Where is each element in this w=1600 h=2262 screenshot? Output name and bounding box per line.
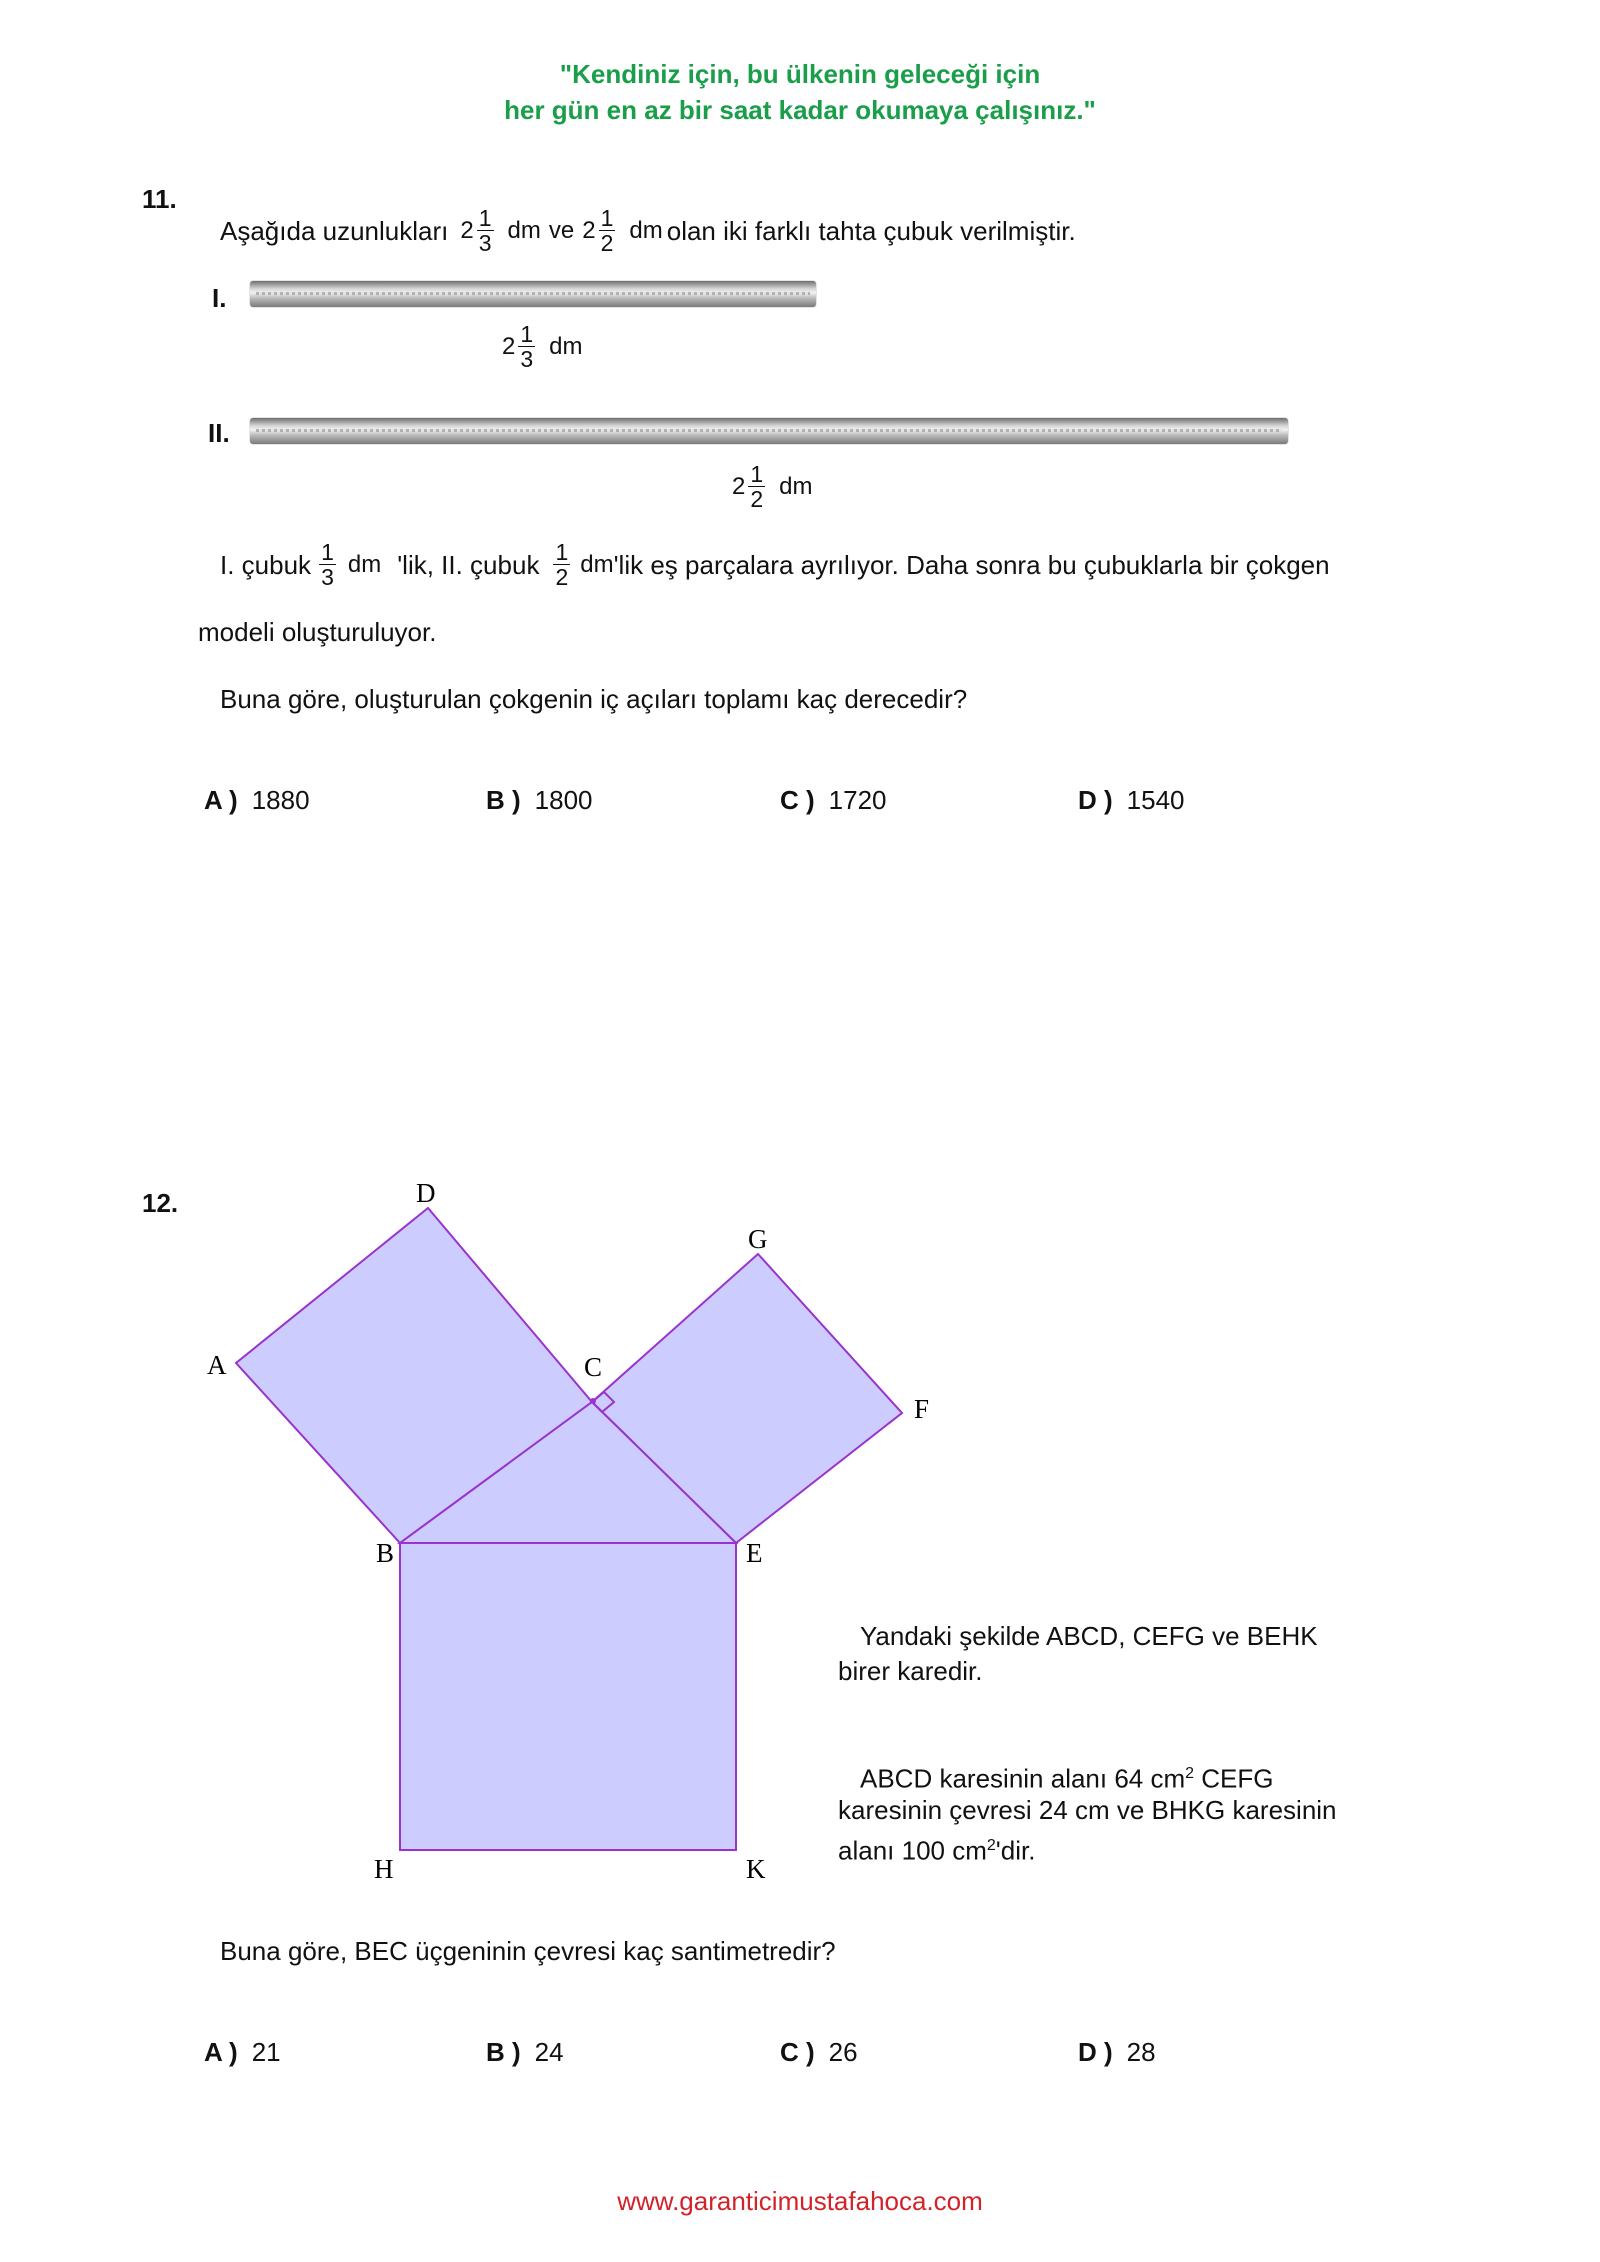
- unit-dm: dm: [779, 472, 813, 500]
- unit-dm: dm: [580, 550, 614, 578]
- numerator: 1: [478, 205, 492, 231]
- unit-dm: dm: [347, 550, 382, 578]
- unit-dm: dm: [507, 216, 541, 244]
- motto-line-2: her gün en az bir saat kadar okumaya çalışınız.": [504, 95, 1096, 125]
- split-text-2: 'lik, II. çubuk: [397, 549, 540, 580]
- point-label-a: A: [207, 1350, 227, 1380]
- numerator: 1: [750, 461, 764, 487]
- option-value: 1720: [828, 785, 887, 815]
- rod-1-label: I.: [212, 283, 227, 313]
- denominator: 3: [478, 230, 492, 256]
- q12-desc-2-line-2: karesinin çevresi 24 cm ve BHKG karesinin: [838, 1795, 1337, 1825]
- option-letter: D ): [1078, 2037, 1113, 2067]
- denominator: 2: [600, 230, 614, 256]
- point-label-b: B: [376, 1538, 395, 1568]
- denominator: 2: [555, 564, 569, 590]
- q12-option-d[interactable]: [1078, 2037, 1156, 2068]
- option-letter: C ): [780, 785, 815, 815]
- whole-part: 2: [502, 332, 516, 360]
- q12-desc-2-line-3: [838, 1830, 1035, 1867]
- option-value: 1540: [1126, 785, 1185, 815]
- unit-dm: dm: [629, 216, 663, 244]
- option-letter: B ): [486, 2037, 521, 2067]
- split-text-3: 'lik eş parçalara ayrılıyor. Daha sonra bu çubuklarla bir çokgen: [613, 549, 1330, 580]
- whole-part: 2: [460, 216, 474, 244]
- numerator: 1: [321, 539, 334, 565]
- point-label-d: D: [416, 1178, 436, 1208]
- option-value: 26: [828, 2037, 858, 2067]
- option-letter: D ): [1078, 785, 1113, 815]
- point-label-e: E: [746, 1538, 763, 1568]
- option-letter: A ): [204, 2037, 238, 2067]
- whole-part: 2: [732, 472, 746, 500]
- q12-option-b[interactable]: [486, 2037, 564, 2068]
- desc-text: CEFG: [1194, 1763, 1274, 1794]
- numerator: 1: [600, 205, 614, 231]
- question-12-number: 12.: [142, 1188, 179, 1218]
- superscript: 2: [986, 1837, 996, 1854]
- question-12-prompt: Buna göre, BEC üçgeninin çevresi kaç santimetredir?: [220, 1936, 836, 1966]
- q12-desc-2-line-1: [860, 1758, 1274, 1795]
- option-letter: C ): [780, 2037, 815, 2067]
- split-text-1: I. çubuk: [220, 549, 312, 580]
- point-label-g: G: [748, 1224, 768, 1254]
- point-label-c: C: [584, 1352, 603, 1382]
- intro-text-after: olan iki farklı tahta çubuk verilmiştir.: [666, 215, 1076, 246]
- option-value: 1880: [251, 785, 310, 815]
- option-value: 28: [1126, 2037, 1156, 2067]
- desc-text: alanı 100 cm: [838, 1835, 987, 1866]
- and-word: ve: [548, 216, 575, 244]
- question-11-number: 11.: [142, 184, 177, 214]
- option-value: 21: [251, 2037, 281, 2067]
- denominator: 3: [321, 564, 334, 590]
- q12-option-a[interactable]: [204, 2037, 281, 2068]
- q12-option-c[interactable]: [780, 2037, 858, 2068]
- point-label-k: K: [746, 1854, 766, 1884]
- desc-text: 'dir.: [995, 1835, 1036, 1866]
- whole-part: 2: [582, 216, 596, 244]
- point-label-h: H: [374, 1854, 394, 1884]
- unit-dm: dm: [549, 332, 583, 360]
- denominator: 3: [520, 346, 534, 372]
- option-letter: B ): [486, 785, 521, 815]
- option-value: 1800: [534, 785, 593, 815]
- superscript: 2: [1185, 1765, 1195, 1782]
- footer-website-link[interactable]: www.garanticimustafahoca.com: [617, 2186, 983, 2216]
- rod-2-label: II.: [208, 418, 230, 448]
- option-letter: A ): [204, 785, 238, 815]
- option-value: 24: [534, 2037, 564, 2067]
- desc-text: ABCD karesinin alanı 64 cm: [860, 1763, 1186, 1794]
- figure-shapes: [236, 1208, 902, 1850]
- intro-text-before: Aşağıda uzunlukları: [220, 215, 449, 246]
- q12-desc-1-line-1: Yandaki şekilde ABCD, CEFG ve BEHK: [860, 1621, 1318, 1651]
- square-behk: [400, 1543, 736, 1850]
- denominator: 2: [750, 486, 764, 512]
- q12-desc-1-line-2: birer karedir.: [838, 1656, 983, 1686]
- right-angle-dot: [590, 1398, 596, 1404]
- numerator: 1: [555, 539, 569, 565]
- numerator: 1: [520, 321, 534, 347]
- motto-line-1: "Kendiniz için, bu ülkenin geleceği için: [559, 59, 1041, 89]
- question-11-prompt: Buna göre, oluşturulan çokgenin iç açıları toplamı kaç derecedir?: [220, 684, 968, 714]
- point-label-f: F: [914, 1394, 930, 1424]
- split-sentence-line-2: modeli oluşturuluyor.: [198, 617, 437, 647]
